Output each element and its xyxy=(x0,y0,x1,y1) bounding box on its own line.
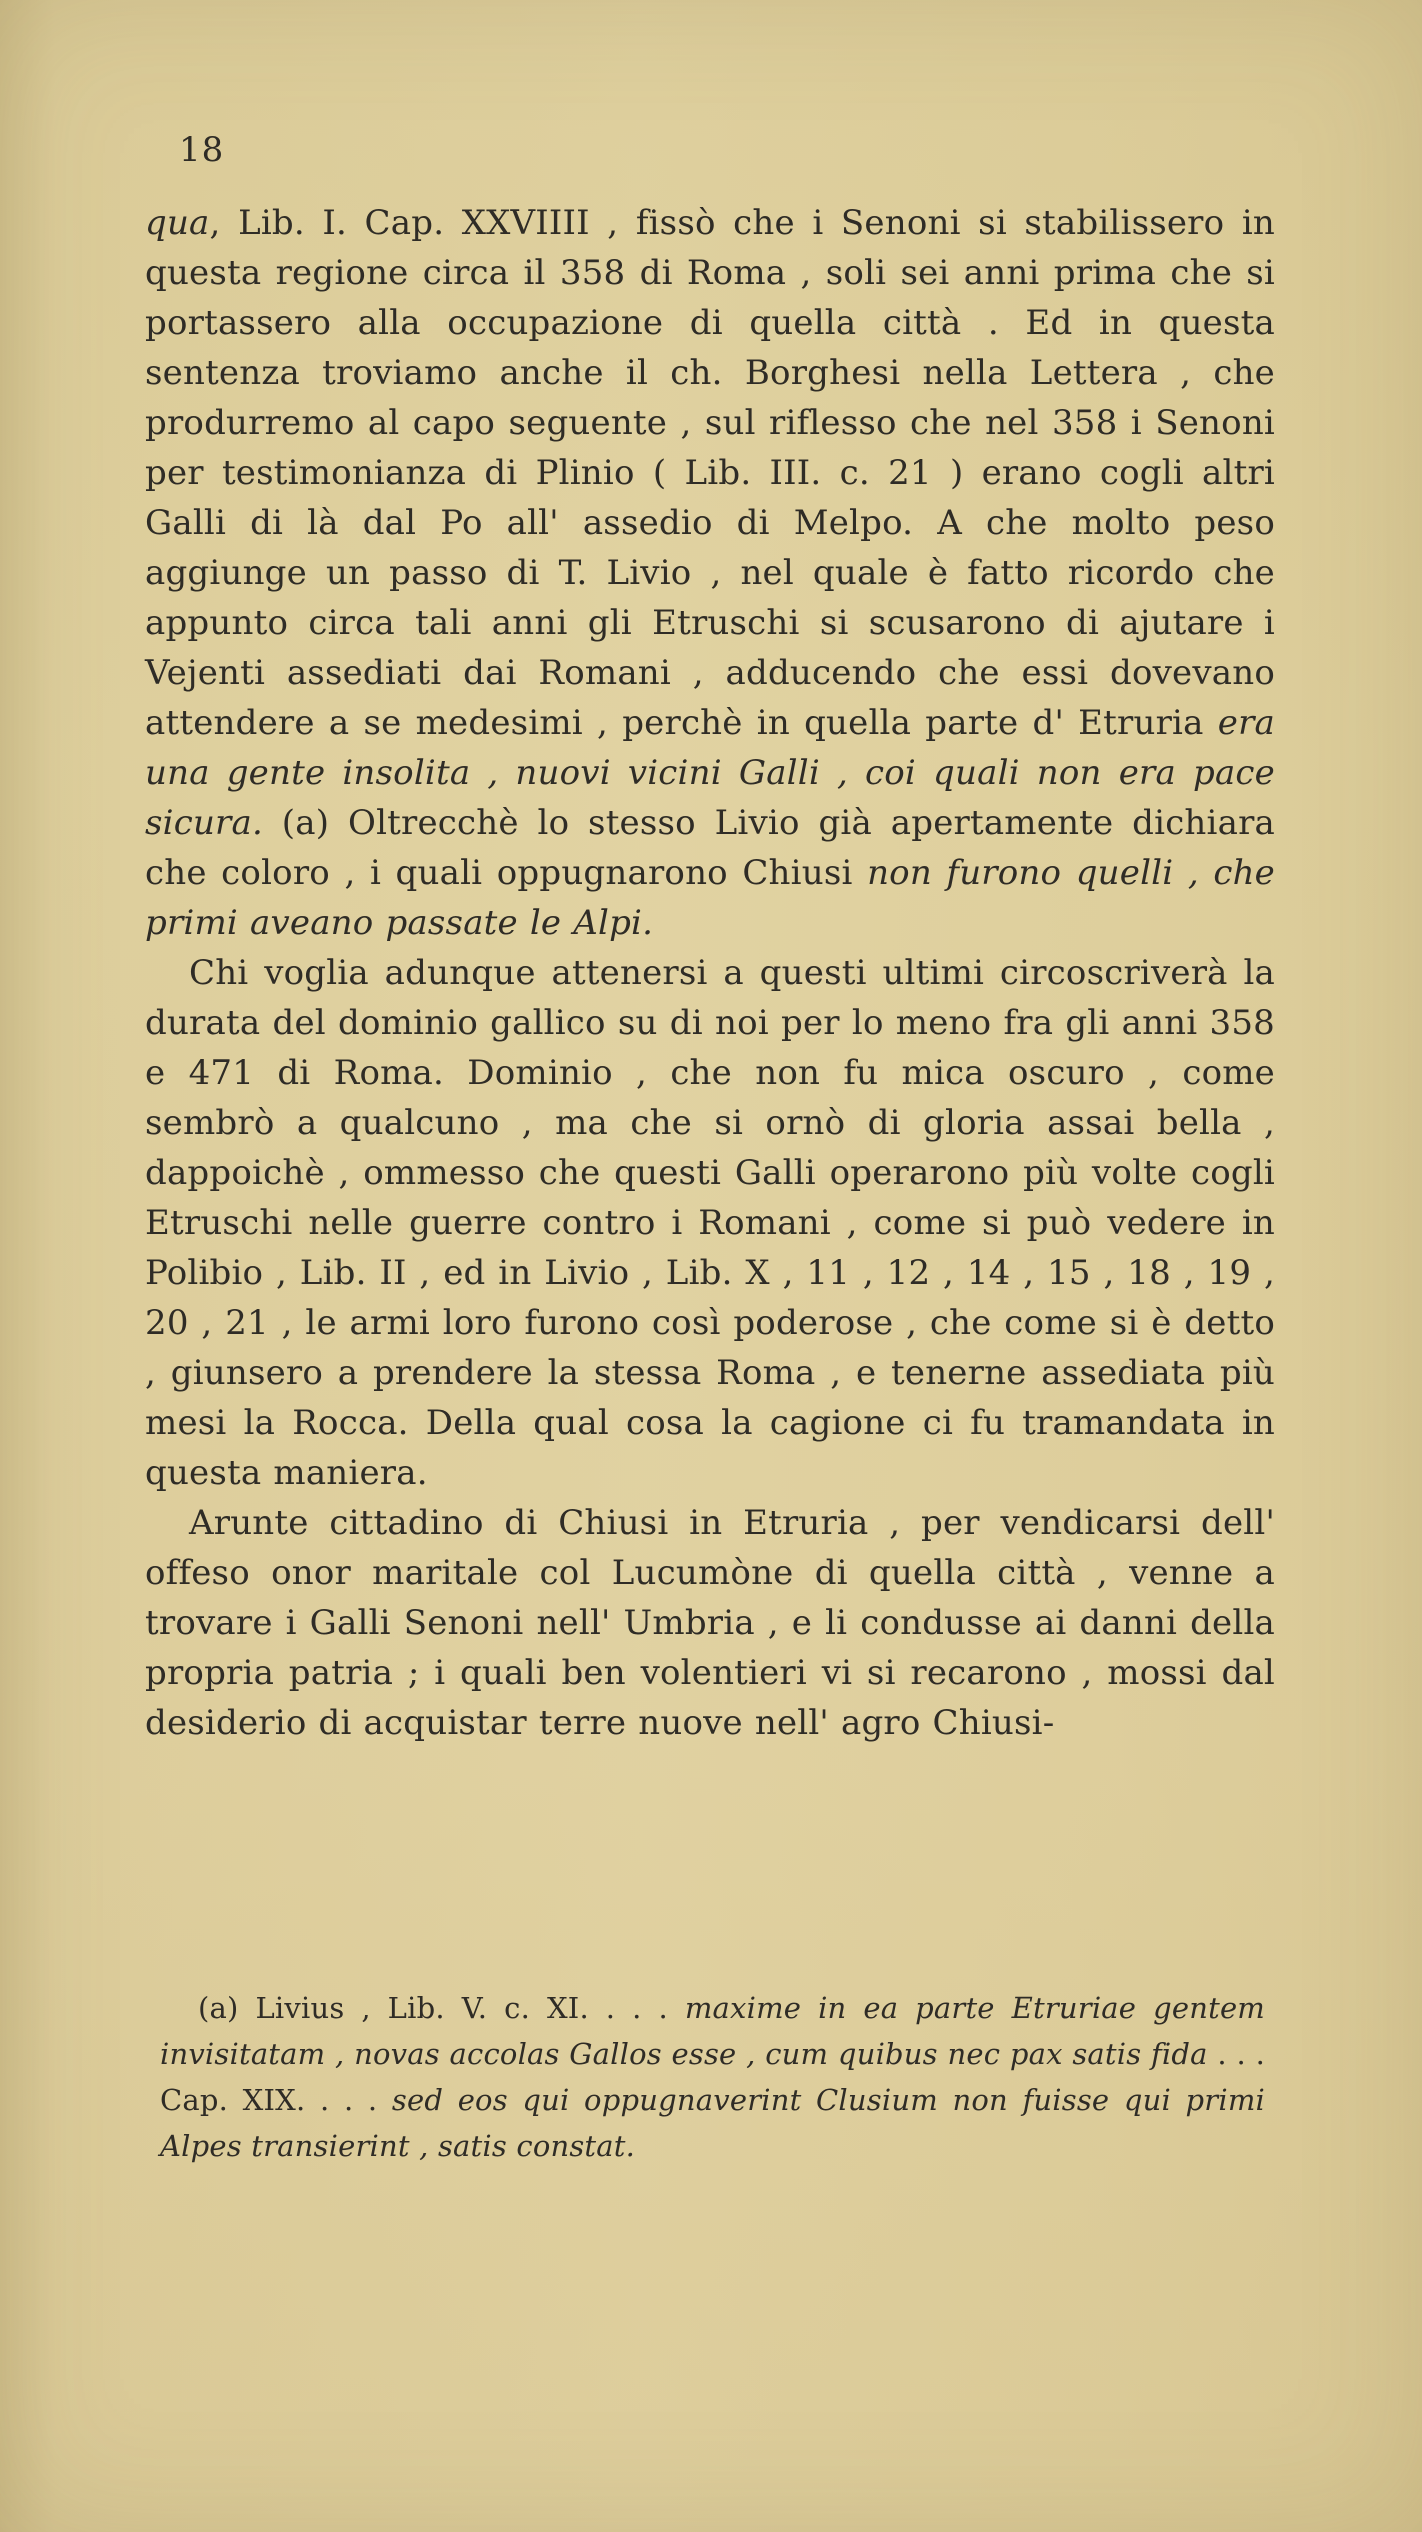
roman-text: , Lib. I. Cap. XXVIIII , fissò che i Senoni si stabilissero in questa regione circa il 358 di Roma , soli sei anni prima che si portassero alla occupazione di quella città . Ed in questa sentenza troviamo anche il ch. Borghesi nella Lettera , che produrremo al capo seguente , sul riflesso che nel 358 i Senoni per testimonianza di Plinio ( Lib. III. c. 21 ) erano cogli altri Galli di là dal Po all' assedio di Melpo. A che molto peso aggiunge un passo di T. Livio , nel quale è fatto ricordo che appunto circa tali anni gli Etruschi si scusarono di ajutare i Vejenti assediati dai Romani , adducendo che essi dovevano attendere a se medesimi , perchè in quella parte d' Etruria xyxy=(145,203,1275,743)
roman-text: Chi voglia adunque attenersi a questi ultimi circoscriverà la durata del dominio gallico su di noi per lo meno fra gli anni 358 e 471 di Roma. Dominio , che non fu mica oscuro , come sembrò a qualcuno , ma che si ornò di gloria assai bella , dappoichè , ommesso che questi Galli operarono più volte cogli Etruschi nelle guerre contro i Romani , come si può vedere in Polibio , Lib. II , ed in Livio , Lib. X , 11 , 12 , 14 , 15 , 18 , 19 , 20 , 21 , le armi loro furono così poderose , che come si è detto , giunsero a prendere la stessa Roma , e tenerne assediata più mesi la Rocca. Della qual cosa la cagione ci fu tramandata in questa maniera. xyxy=(145,953,1275,1493)
italic-text: era una gente insolita , nuovi vicini Galli , coi quali non era pace sicura. xyxy=(145,703,1275,843)
paragraph-3 xyxy=(145,1498,1275,1748)
roman-text: Arunte cittadino di Chiusi in Etruria , per vendicarsi dell' offeso onor maritale col Lucumòne di quella città , venne a trovare i Galli Senoni nell' Umbria , e li condusse ai danni della propria patria ; i quali ben volentieri vi si recarono , mossi dal desiderio di acquistar terre nuove nell' agro Chiusi- xyxy=(145,1503,1275,1743)
italic-text: maxime in ea parte Etruriae gentem invisitatam , novas accolas Gallos esse , cum quibus nec pax satis fida xyxy=(160,1991,1266,2071)
italic-text: non furono quelli , che primi aveano passate le Alpi. xyxy=(145,853,1275,943)
footnote xyxy=(160,1985,1265,2169)
page-number: 18 xyxy=(179,130,225,170)
roman-text: (a) Oltrecchè lo stesso Livio già apertamente dichiara che coloro , i quali oppugnarono Chiusi xyxy=(145,803,1275,893)
italic-text: qua xyxy=(145,203,210,243)
italic-text: sed eos qui oppugnaverint Clusium non fuisse qui primi Alpes transierint , satis constat. xyxy=(160,2083,1265,2163)
paragraph-2 xyxy=(145,948,1275,1498)
paragraph-1 xyxy=(145,198,1275,948)
roman-text: (a) Livius , Lib. V. c. XI. . . . xyxy=(198,1991,685,2025)
page-content xyxy=(145,128,1275,1748)
roman-text: . . . Cap. XIX. . . . xyxy=(160,2037,1265,2117)
